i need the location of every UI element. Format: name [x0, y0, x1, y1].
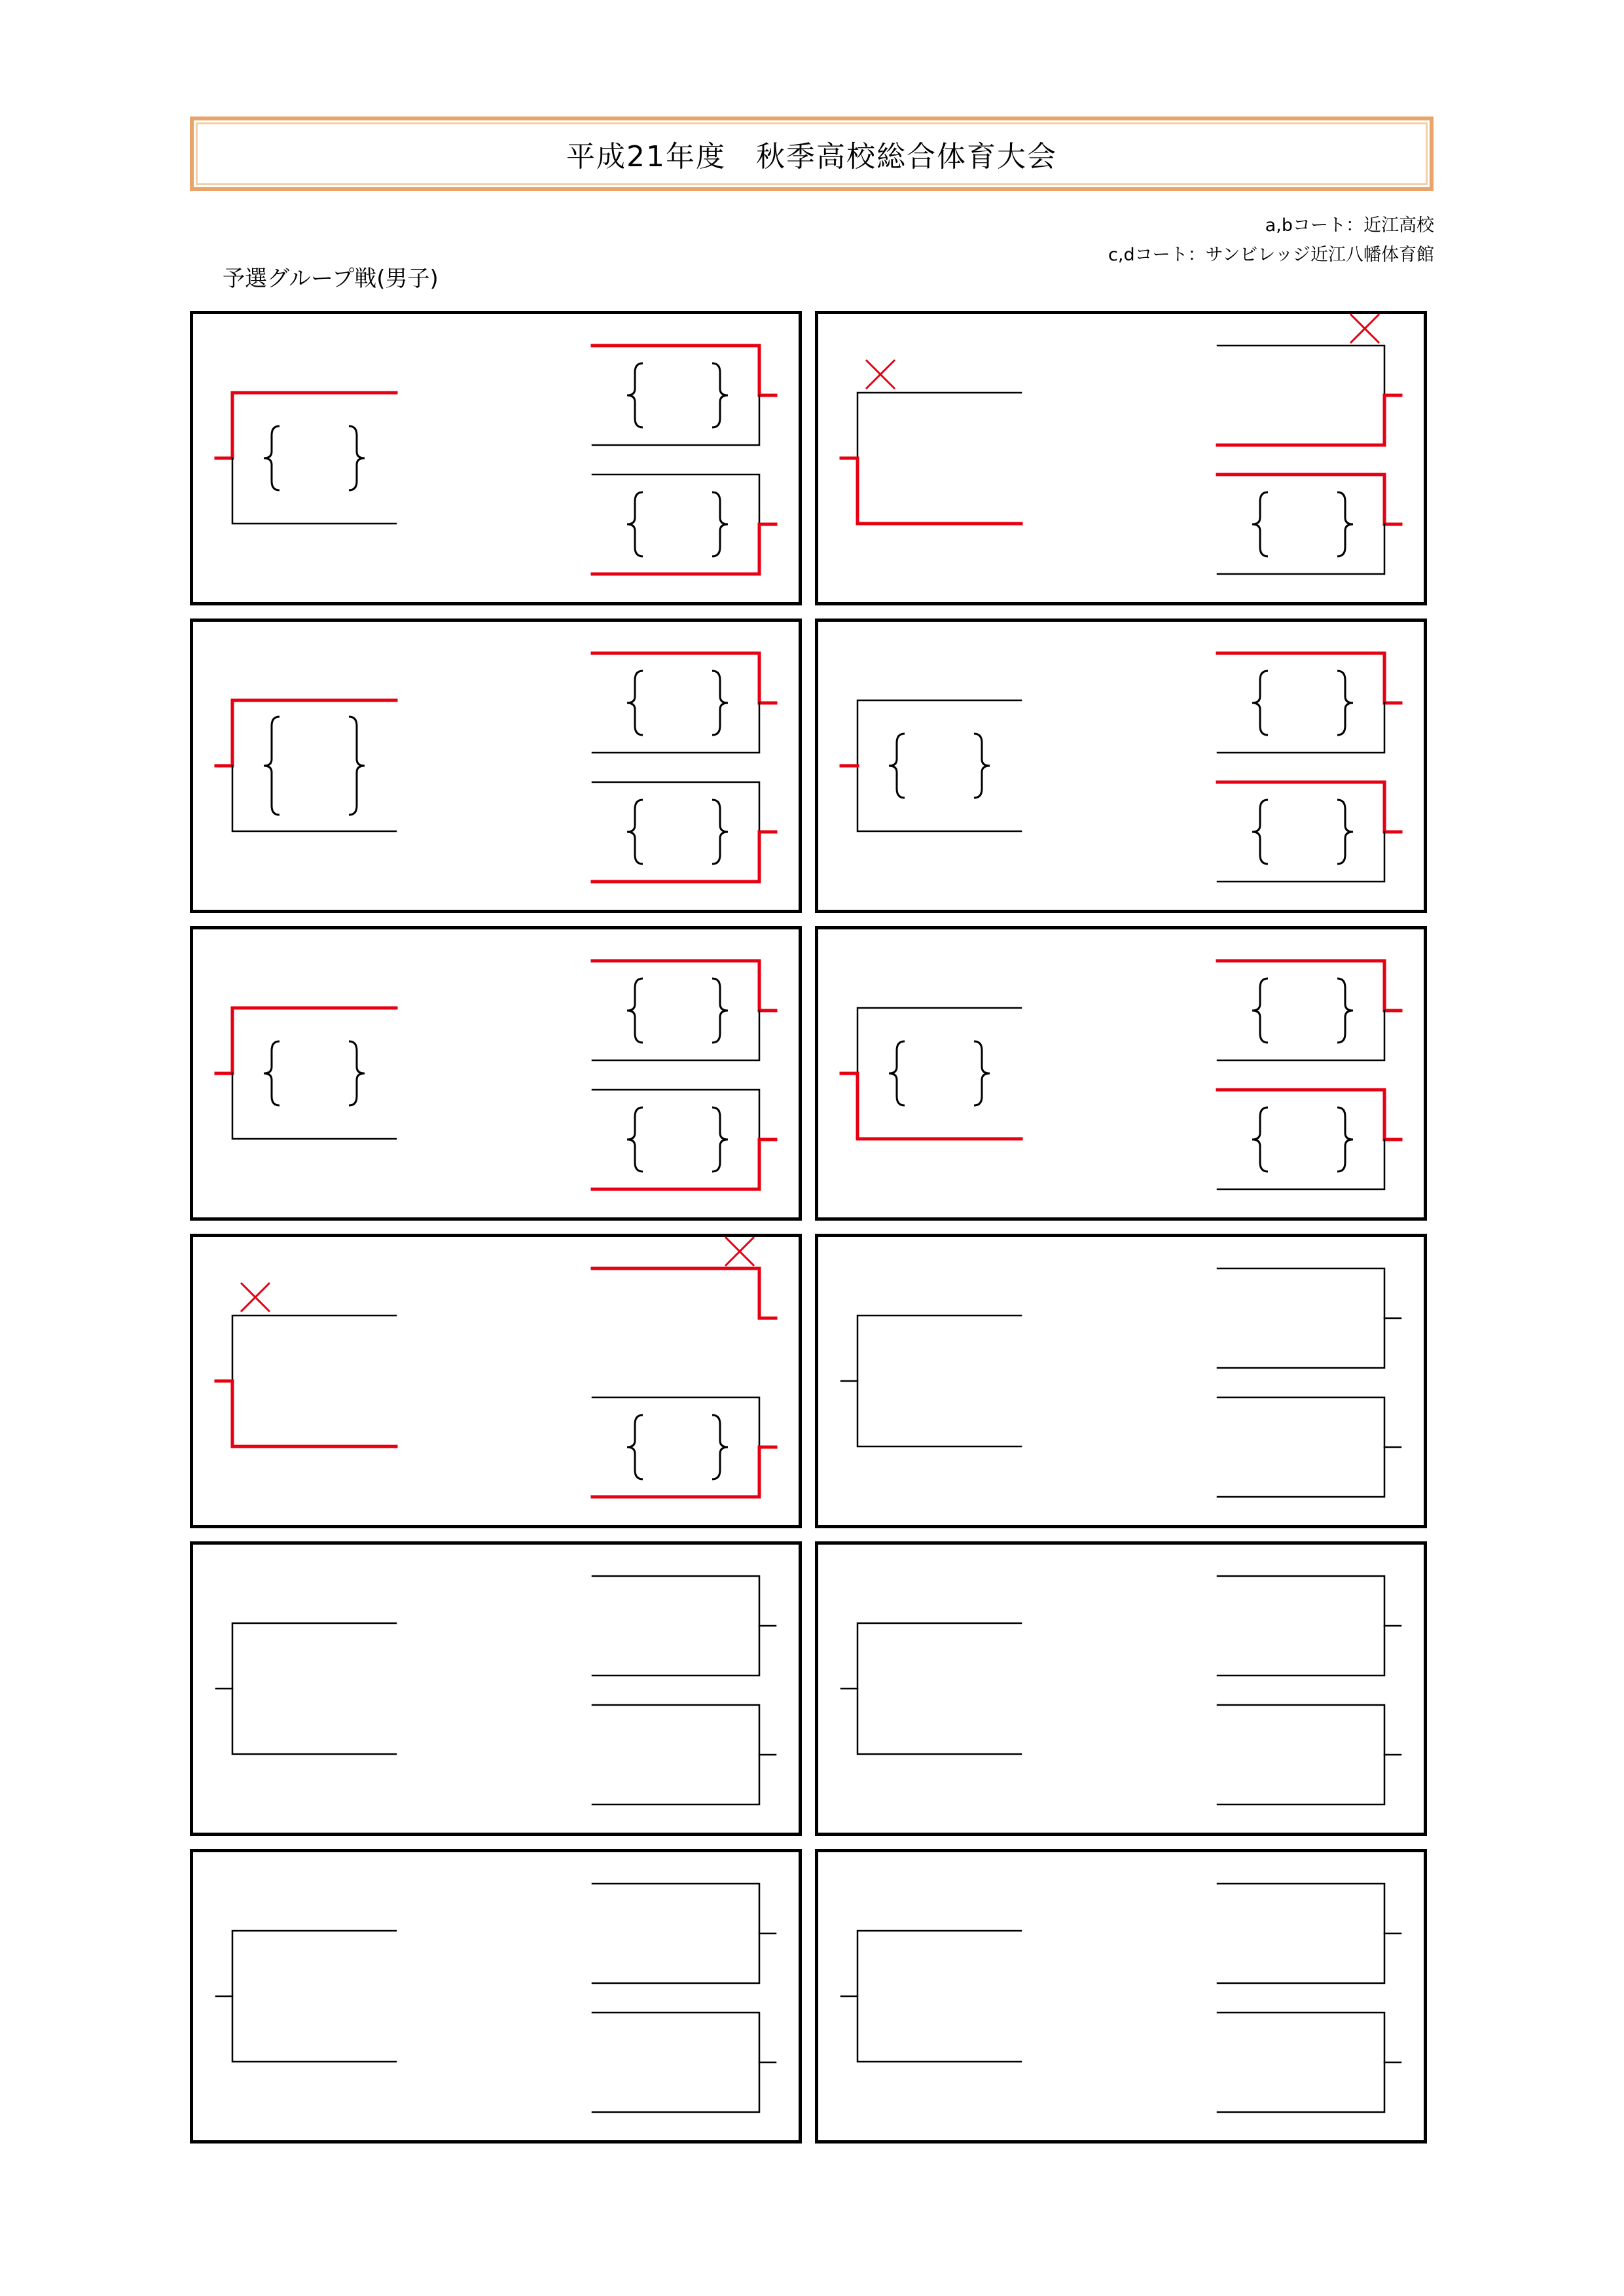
bottom-bracket-loser [592, 782, 759, 832]
empty-bottom-bracket [1218, 2013, 1384, 2112]
crossed-out-top-mark [1350, 314, 1379, 343]
bottom-bracket-winner [592, 832, 776, 882]
left-match-close-brace [974, 1041, 990, 1105]
bottom-match-open-brace [1252, 1107, 1268, 1172]
top-bracket-loser [1218, 1011, 1384, 1060]
bottom-bracket-loser [592, 475, 759, 524]
top-match-close-brace [712, 363, 728, 427]
bottom-match-open-brace [627, 1107, 643, 1172]
empty-top-bracket [1218, 1884, 1384, 1983]
bottom-bracket-loser [592, 1397, 759, 1447]
top-bracket-loser [1218, 703, 1384, 753]
bottom-match-close-brace [712, 1107, 728, 1172]
empty-top-bracket [592, 1884, 759, 1983]
bottom-match-open-brace [627, 1415, 643, 1479]
bottom-match-open-brace [1252, 492, 1268, 556]
top-bracket-winner [592, 653, 776, 703]
group-panel [815, 619, 1427, 913]
group-panel [190, 926, 802, 1221]
court-note-cd: c,dコート：サンビレッジ近江八幡体育館 [1108, 245, 1434, 265]
empty-left-bracket [232, 1623, 396, 1754]
top-match-open-brace [627, 363, 643, 427]
left-match-close-brace [349, 426, 365, 490]
bottom-match-close-brace [712, 492, 728, 556]
empty-bottom-bracket [592, 1705, 759, 1804]
empty-left-bracket [857, 1623, 1021, 1754]
top-bracket-winner [1218, 961, 1401, 1011]
left-bracket-winner [216, 1381, 396, 1446]
group-panel [190, 1541, 802, 1836]
group-panel [815, 1849, 1427, 2144]
bracket-lines [818, 314, 1430, 609]
left-bracket-loser [232, 1316, 396, 1381]
bottom-match-open-brace [627, 492, 643, 556]
empty-bottom-bracket [1218, 1397, 1384, 1497]
group-panel [815, 926, 1427, 1221]
left-match-open-brace [889, 734, 905, 798]
left-match-open-brace [889, 1041, 905, 1105]
bottom-match-close-brace [1337, 492, 1353, 556]
top-match-close-brace [1337, 671, 1353, 735]
page-title: 平成21年度 秋季高校総合体育大会 [566, 140, 1057, 173]
group-panel [815, 1234, 1427, 1528]
empty-top-bracket [1218, 1268, 1384, 1368]
bottom-match-open-brace [627, 800, 643, 864]
crossed-out-left-mark [866, 360, 895, 389]
left-match-close-brace [349, 717, 365, 815]
bracket-lines [818, 929, 1430, 1224]
left-bracket-loser [857, 393, 1021, 458]
left-bracket-loser [232, 1073, 396, 1139]
left-bracket-loser [232, 458, 396, 524]
top-match-close-brace [1337, 978, 1353, 1043]
title-box [190, 117, 1434, 191]
crossed-out-top-mark [725, 1237, 754, 1266]
top-match-open-brace [1252, 671, 1268, 735]
empty-bottom-bracket [1218, 1705, 1384, 1804]
bracket-lines [193, 1852, 805, 2147]
bracket-lines [818, 1237, 1430, 1532]
top-match-open-brace [627, 978, 643, 1043]
top-match-open-brace [1252, 978, 1268, 1043]
top-bracket-winner [1218, 395, 1401, 445]
section-title: 予選グループ戦(男子) [223, 266, 439, 292]
bottom-match-close-brace [1337, 800, 1353, 864]
top-bracket-loser [592, 395, 759, 445]
court-note-ab: a,bコート：近江高校 [1265, 215, 1434, 236]
left-match-open-brace [264, 717, 280, 815]
bottom-match-close-brace [1337, 1107, 1353, 1172]
left-bracket-winner [841, 1073, 1021, 1139]
bottom-match-close-brace [712, 1415, 728, 1479]
top-bracket-winner [592, 1268, 776, 1318]
crossed-out-left-mark [241, 1283, 270, 1312]
bottom-match-close-brace [712, 800, 728, 864]
left-bracket-winner [216, 1008, 396, 1073]
group-panel [190, 619, 802, 913]
bottom-match-open-brace [1252, 800, 1268, 864]
left-bracket-winner [216, 700, 396, 766]
group-panel [815, 311, 1427, 605]
empty-bottom-bracket [592, 2013, 759, 2112]
top-bracket-winner [592, 961, 776, 1011]
bottom-bracket-loser [592, 1090, 759, 1139]
left-match-open-brace [264, 426, 280, 490]
group-panel [815, 1541, 1427, 1836]
bracket-lines [818, 1852, 1430, 2147]
bracket-lines [818, 622, 1430, 916]
top-bracket-loser [592, 703, 759, 753]
bracket-lines [193, 929, 805, 1224]
left-bracket-winner [216, 393, 396, 458]
left-bracket-lower [857, 766, 1021, 831]
left-bracket-loser [232, 766, 396, 831]
bottom-bracket-loser [1218, 1139, 1384, 1189]
bracket-lines [193, 1237, 805, 1532]
bracket-lines [193, 1545, 805, 1839]
top-bracket-winner [1218, 653, 1401, 703]
top-match-close-brace [712, 671, 728, 735]
group-panel [190, 311, 802, 605]
group-panel [190, 1849, 802, 2144]
top-match-open-brace [627, 671, 643, 735]
bottom-bracket-winner [1218, 1090, 1401, 1139]
left-bracket-loser [841, 700, 1021, 766]
empty-top-bracket [592, 1576, 759, 1676]
bottom-bracket-loser [1218, 524, 1384, 574]
empty-left-bracket [857, 1931, 1021, 2062]
left-match-close-brace [349, 1041, 365, 1105]
bottom-bracket-winner [592, 524, 776, 574]
top-bracket-winner [592, 346, 776, 395]
bracket-lines [818, 1545, 1430, 1839]
bracket-lines [193, 622, 805, 916]
bottom-bracket-winner [592, 1139, 776, 1189]
empty-top-bracket [1218, 1576, 1384, 1676]
bracket-lines [193, 314, 805, 609]
empty-left-bracket [857, 1316, 1021, 1446]
bottom-bracket-winner [1218, 782, 1401, 832]
left-bracket-winner [841, 458, 1021, 524]
bottom-bracket-winner [592, 1447, 776, 1497]
group-panel [190, 1234, 802, 1528]
left-bracket-loser [857, 1008, 1021, 1073]
top-match-close-brace [712, 978, 728, 1043]
bottom-bracket-loser [1218, 832, 1384, 882]
top-bracket-loser [592, 1011, 759, 1060]
left-match-open-brace [264, 1041, 280, 1105]
empty-left-bracket [232, 1931, 396, 2062]
left-match-close-brace [974, 734, 990, 798]
top-bracket-loser [1218, 346, 1384, 395]
bottom-bracket-winner [1218, 475, 1401, 524]
